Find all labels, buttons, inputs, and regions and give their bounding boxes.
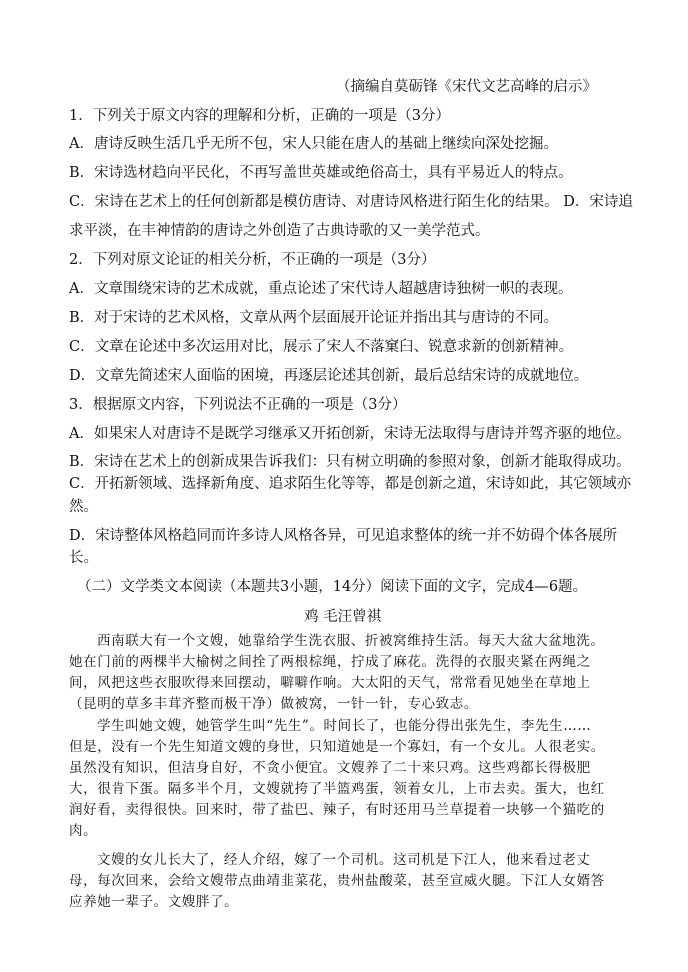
- story-line: 她在门前的两棵半大榆树之间拴了两根棕绳，拧成了麻花。洗得的衣服夹紧在两绳之: [69, 654, 591, 670]
- source-citation: （摘编自莫砺锋《宋代文艺高峰的启示》: [336, 79, 597, 95]
- question-3-option-c-line2: 然。: [69, 499, 98, 515]
- story-line: 润好看，卖得很快。回来时，带了盐巴、辣子，有时还用马兰草提着一块够一个猫吃的: [69, 802, 605, 818]
- question-2-stem: 2．下列对原文论证的相关分析，不正确的一项是（3分）: [69, 252, 436, 268]
- question-3-option-d-line1: D．宋诗整体风格趋同而许多诗人风格各异，可见追求整体的统一并不妨碍个体各展所: [69, 528, 618, 544]
- story-line: 母，每次回来，会给文嫂带点曲靖韭菜花，贵州盐酸菜，甚至宣威火腿。下江人女婿答: [69, 873, 605, 889]
- question-2-option-a: A．文章围绕宋诗的艺术成就，重点论述了宋代诗人超越唐诗独树一帜的表现。: [69, 281, 573, 297]
- question-1-option-d-continued: 求平淡，在丰神情韵的唐诗之外创造了古典诗歌的又一美学范式。: [69, 223, 490, 239]
- question-2-option-d: D．文章先简述宋人面临的困境，再逐层论述其创新，最后总结宋诗的成就地位。: [69, 368, 589, 384]
- story-line: 文嫂的女儿长大了，经人介绍，嫁了一个司机。这司机是下江人，他来看过老丈: [97, 852, 591, 868]
- question-1-option-c: C．宋诗在艺术上的任何创新都是模仿唐诗、对唐诗风格进行陌生化的结果。 D．宋诗追: [69, 194, 633, 210]
- question-2-option-c: C．文章在论述中多次运用对比，展示了宋人不落窠臼、锐意求新的创新精神。: [69, 339, 574, 355]
- question-3-option-b: B．宋诗在艺术上的创新成果告诉我们：只有树立明确的参照对象，创新才能取得成功。: [69, 454, 631, 470]
- question-1-option-a: A．唐诗反映生活几乎无所不包，宋人只能在唐人的基础上继续向深处挖掘。: [69, 136, 558, 152]
- question-1-option-b: B．宋诗选材趋向平民化，不再写盖世英雄或绝俗高士，具有平易近人的特点。: [69, 165, 573, 181]
- story-line: 但是，没有一个先生知道文嫂的身世，只知道她是一个寡妇，有一个女儿。人很老实。: [69, 739, 605, 755]
- question-3-option-c-line1: C．开拓新领域、选择新角度、追求陌生化等等，都是创新之道，宋诗如此，其它领域亦: [69, 476, 632, 492]
- story-line: 肉。: [69, 823, 98, 839]
- question-3-stem: 3．根据原文内容，下列说法不正确的一项是（3分）: [69, 397, 407, 413]
- story-line: 虽然没有知识，但洁身自好，不贪小便宜。文嫂养了二十来只鸡。这些鸡都长得极肥: [69, 760, 591, 776]
- story-line: （昆明的草多丰茸齐整而极干净）做被窝，一针一针，专心致志。: [69, 696, 478, 712]
- story-line: 大，很肯下蛋。隔多半个月，文嫂就挎了半篮鸡蛋，领着女儿，上市去卖。蛋大，也红: [69, 781, 605, 797]
- story-line: 间，风把这些衣服吹得来回摆动，噼噼作响。大太阳的天气，常常看见她坐在草地上: [69, 675, 591, 691]
- story-title: 鸡 毛汪曾祺: [304, 609, 382, 625]
- story-line: 学生叫她文嫂，她管学生叫“先生”。时间长了，也能分得出张先生，李先生……: [97, 718, 592, 734]
- story-line: 应养她一辈子。文嫂胖了。: [69, 894, 239, 910]
- section-2-heading: （二）文学类文本阅读（本题共3小题，14分）阅读下面的文字，完成4—6题。: [77, 579, 588, 595]
- question-1-stem: 1．下列关于原文内容的理解和分析，正确的一项是（3分）: [69, 108, 450, 124]
- question-3-option-d-line2: 长。: [69, 550, 98, 566]
- question-2-option-b: B．对于宋诗的艺术风格，文章从两个层面展开论证并指出其与唐诗的不同。: [69, 310, 559, 326]
- story-line: 西南联大有一个文嫂，她靠给学生洗衣服、折被窝维持生活。每天大盆大盆地洗。: [97, 633, 605, 649]
- question-3-option-a: A．如果宋人对唐诗不是既学习继承又开拓创新，宋诗无法取得与唐诗并驾齐驱的地位。: [69, 426, 631, 442]
